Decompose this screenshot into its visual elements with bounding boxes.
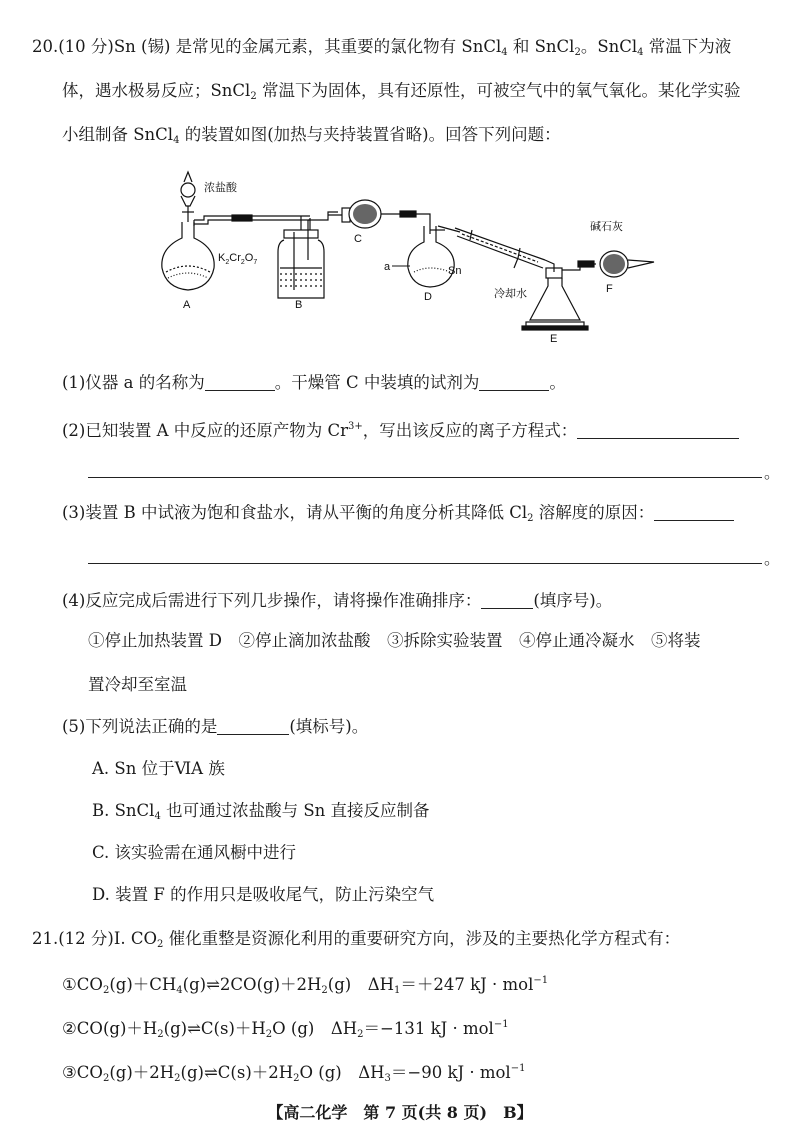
conical-flask-e [522,264,596,330]
q21-points: (12 分) [58,929,114,948]
answer-blank-2a[interactable] [577,422,739,439]
label-conc-hcl: 浓盐酸 [204,182,237,194]
operations-line2: 置冷却至室温 [88,675,187,694]
bottle-b [278,212,338,298]
label-B: B [295,299,303,311]
equation-1: $①CO_2(g)+CH_4(g)\rightleftharpoons 2CO(g)+2H_2(g)$ $\Delta H_1=+247$ kJ · mol$^{-1}$ [62,975,549,996]
sub-question-3: (3)装置 B 中试液为饱和食盐水，请从平衡的角度分析其降低 $Cl_2$ 溶解度的原因： [62,502,734,530]
answer-blank-3a[interactable] [654,504,734,521]
answer-line-3b[interactable] [88,562,762,564]
q21-line1: 21.(12 分)Ⅰ. $CO_2$ 催化重整是资源化利用的重要研究方向，涉及的主要热化学方程式有： [32,929,681,950]
answer-blank-1b[interactable] [479,374,549,391]
label-sn: Sn [448,265,462,277]
period-3: 。 [764,549,781,568]
tube-connector [232,215,252,221]
label-E: E [550,333,558,345]
page-footer: 【高二化学 第 7 页(共 8 页) B】 [267,1103,533,1122]
option-b: B. SnCl$_4$ 也可通过浓盐酸与 Sn 直接反应制备 [92,801,430,822]
apparatus-diagram [160,160,670,350]
q20-line1: 20.(10 分)Sn (锡) 是常见的金属元素，其重要的氯化物有 SnCl$_4$ 和 SnCl$_2$。SnCl$_4$ 常温下为液 [32,37,732,58]
condenser [455,228,554,272]
option-c: C. 该实验需在通风橱中进行 [92,843,297,862]
equation-3: $③CO_2(g)+2H_2(g)\rightleftharpoons C(s)+2H_2O$ (g) $\Delta H_3=-90$ kJ · mol$^{-1}$ [62,1063,526,1084]
equation-2: $②CO(g)+H_2(g)\rightleftharpoons C(s)+H_2O$ (g) $\Delta H_2=-131$ kJ · mol$^{-1}$ [62,1019,509,1040]
q21-number: 21. [32,929,59,948]
drying-tube-c [328,200,430,234]
drying-tube-f [578,251,654,277]
dropping-funnel [181,172,195,222]
sub-question-4: (4)反应完成后需进行下列几步操作，请将操作准确排序： (填序号)。 [62,591,613,610]
label-C: C [354,233,362,245]
label-A: A [183,299,191,311]
q20-points: (10 分) [58,37,114,56]
answer-blank-1a[interactable] [205,374,275,391]
sub-question-2: (2)已知装置 A 中反应的还原产物为 $Cr^{3+}$，写出该反应的离子方程式： [62,416,739,442]
label-soda-lime: 碱石灰 [590,221,623,233]
label-reagent: $K_2Cr_2O_7$ [218,252,258,266]
period-2: 。 [764,463,781,482]
option-d: D. 装置 F 的作用只是吸收尾气，防止污染空气 [92,885,435,904]
sub-question-5: (5)下列说法正确的是 (填标号)。 [62,717,369,736]
label-D: D [424,291,432,303]
q20-number: 20. [32,37,59,56]
option-a: A. Sn 位于ⅥA 族 [92,759,225,778]
label-F: F [606,283,613,295]
label-a: a [384,261,391,273]
answer-blank-5[interactable] [217,718,289,735]
operations-line1: ①停止加热装置 D ②停止滴加浓盐酸 ③拆除实验装置 ④停止通冷凝水 ⑤将装 [88,631,701,650]
q20-line3: 小组制备 SnCl$_4$ 的装置如图(加热与夹持装置省略)。回答下列问题： [62,125,561,146]
label-coolant: 冷却水 [494,288,527,300]
flask-d [408,226,460,287]
answer-line-2b[interactable] [88,476,762,478]
sub-question-1: (1)仪器 a 的名称为 。干燥管 C 中装填的试剂为 。 [62,373,566,392]
answer-blank-4[interactable] [481,592,533,609]
q20-line2: 体，遇水极易反应；SnCl$_2$ 常温下为固体，具有还原性，可被空气中的氧气氧化。某化学实验 [62,81,741,102]
